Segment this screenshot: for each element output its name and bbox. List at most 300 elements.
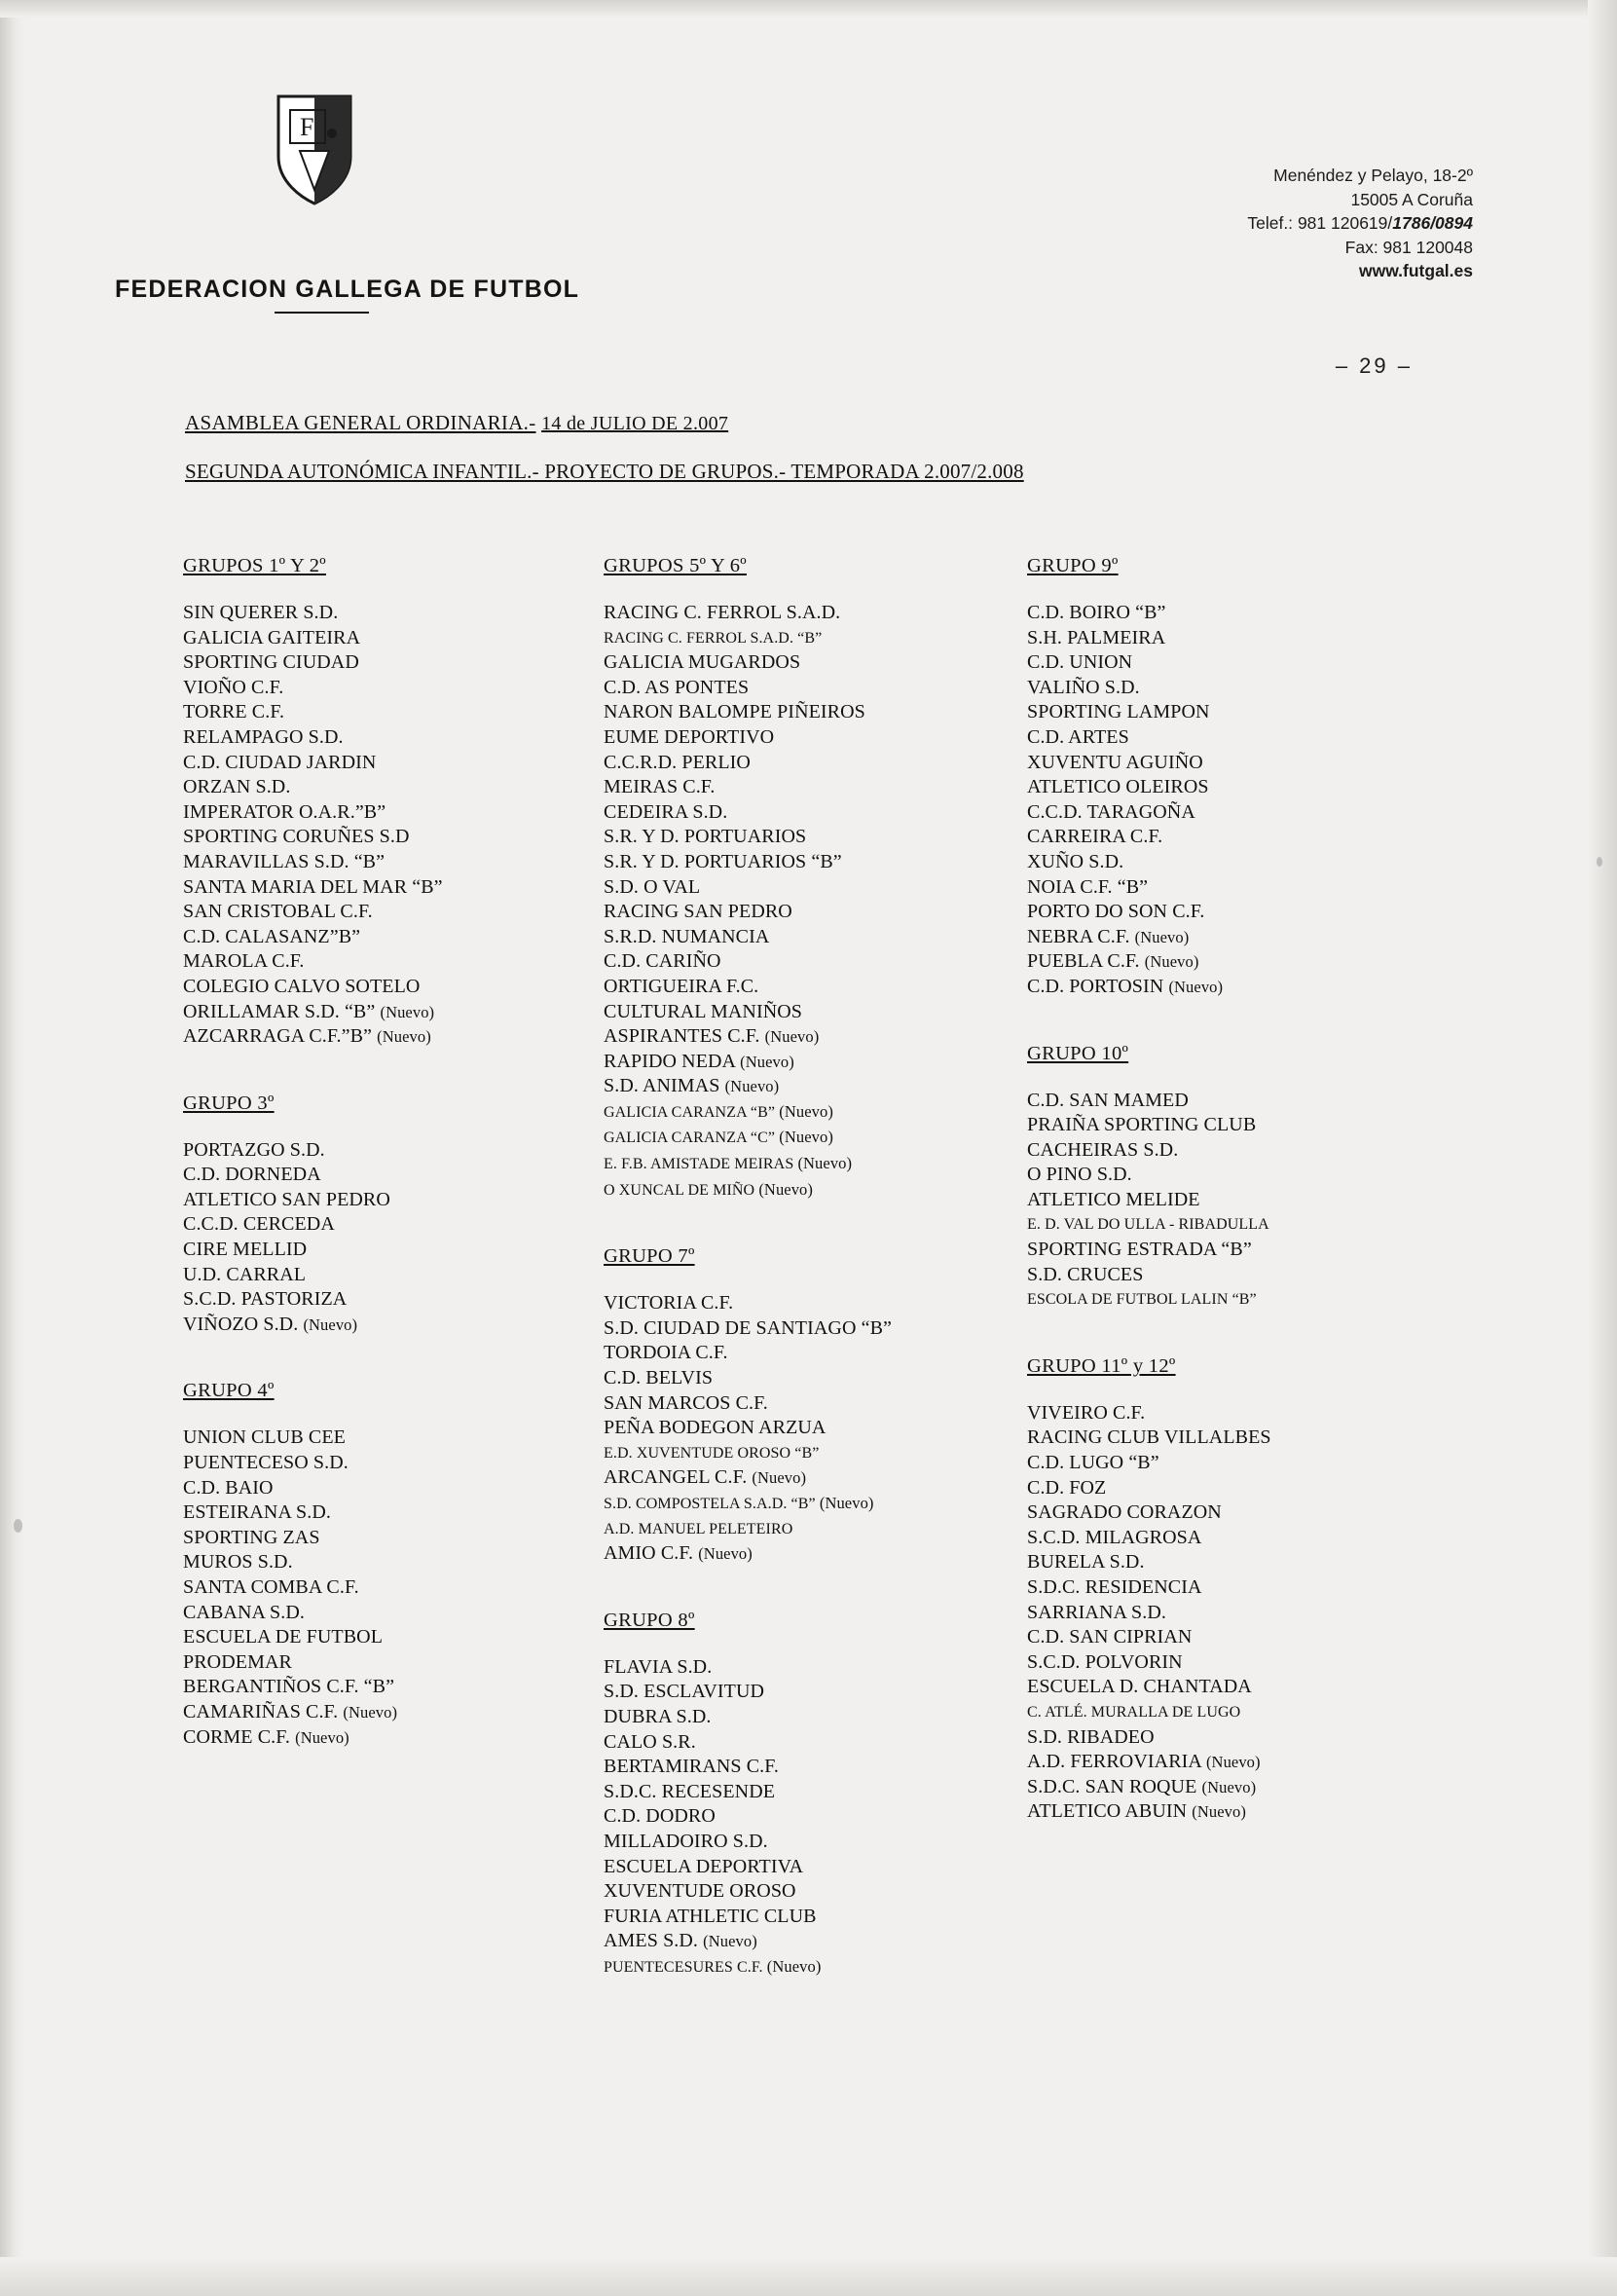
team-name: RACING C. FERROL S.A.D. “B” [604, 629, 823, 647]
team-name: S.C.D. PASTORIZA [183, 1288, 348, 1311]
team-list-item [183, 1313, 485, 1338]
team-list-item [183, 1451, 485, 1476]
team-name: COLEGIO CALVO SOTELO [183, 975, 421, 997]
team-name: C.D. BAIO [183, 1476, 274, 1499]
team-name: C.C.R.D. PERLIO [604, 751, 751, 773]
team-list-item [604, 1879, 935, 1905]
group-title: GRUPO 11º y 12º [1027, 1354, 1176, 1377]
team-name: DUBRA S.D. [604, 1705, 712, 1727]
team-name: PUEBLA C.F. [1027, 950, 1140, 973]
team-list-item [183, 1238, 485, 1263]
team-list-item [183, 775, 485, 800]
group-block [183, 1380, 485, 1750]
team-name: SPORTING ZAS [183, 1526, 320, 1548]
group-block [1027, 555, 1378, 1000]
website-link[interactable]: www.futgal.es [1358, 261, 1473, 280]
group-title: GRUPO 10º [1027, 1042, 1129, 1064]
team-list-item [604, 725, 935, 751]
team-name: MILLADOIRO S.D. [604, 1830, 768, 1852]
group-title: GRUPO 8º [604, 1609, 695, 1631]
team-list-item [604, 751, 935, 776]
team-name: ORTIGUEIRA F.C. [604, 975, 759, 997]
team-list-item [604, 676, 935, 701]
team-name: S.R. Y D. PORTUARIOS “B” [604, 850, 842, 872]
team-list-item [183, 751, 485, 776]
team-list-item [183, 676, 485, 701]
team-list-item [1027, 1401, 1378, 1426]
team-name: CIRE MELLID [183, 1239, 308, 1261]
team-list-item [604, 1316, 935, 1342]
team-list-item [1027, 650, 1378, 676]
team-list-item [1027, 1750, 1378, 1775]
team-list-item [604, 601, 935, 626]
team-list-item [604, 700, 935, 725]
team-list-item [604, 825, 935, 850]
team-name: GALICIA MUGARDOS [604, 651, 801, 674]
team-list-item [604, 1024, 935, 1050]
team-list-item [1027, 676, 1378, 701]
team-name: PUENTECESO S.D. [183, 1452, 349, 1474]
team-list-item [183, 800, 485, 826]
team-list-item [1027, 700, 1378, 725]
team-list-item [1027, 725, 1378, 751]
team-list-item [183, 850, 485, 875]
team-name: C.D. ARTES [1027, 725, 1129, 748]
team-name: E. F.B. AMISTADE MEIRAS [604, 1156, 794, 1173]
team-name: CEDEIRA S.D. [604, 800, 728, 823]
team-list-item [1027, 825, 1378, 850]
team-name: S.H. PALMEIRA [1027, 626, 1166, 648]
team-name: PRAIÑA SPORTING CLUB [1027, 1114, 1257, 1136]
team-name: C.D. BOIRO “B” [1027, 602, 1166, 623]
team-name: BERTAMIRANS C.F. [604, 1756, 780, 1778]
team-name: MAROLA C.F. [183, 950, 305, 973]
team-list-item [604, 1151, 935, 1177]
document-subtitle: SEGUNDA AUTONÓMICA INFANTIL.- PROYECTO DE GRUPOS.- TEMPORADA 2.007/2.008 [185, 460, 1024, 483]
team-list-item [183, 975, 485, 1000]
team-name: TORRE C.F. [183, 701, 285, 723]
team-list-item [604, 650, 935, 676]
team-list-item [183, 626, 485, 651]
team-list-item [1027, 775, 1378, 800]
team-name: MUROS S.D. [183, 1551, 293, 1574]
team-name: PRODEMAR [183, 1650, 292, 1673]
team-list-item [1027, 900, 1378, 925]
team-name: FURIA ATHLETIC CLUB [604, 1905, 817, 1927]
team-name: CARREIRA C.F. [1027, 826, 1163, 848]
team-list-item [1027, 601, 1378, 626]
team-name: GALICIA CARANZA “B” [604, 1103, 776, 1121]
team-name: ARCANGEL C.F. [604, 1466, 748, 1489]
team-name: C.D. DODRO [604, 1805, 716, 1828]
team-list-item [1027, 1526, 1378, 1551]
team-name: SPORTING CIUDAD [183, 651, 359, 674]
group-title: GRUPO 4º [183, 1380, 275, 1402]
address-line-2: 15005 A Coruña [1350, 189, 1473, 209]
team-name: AMES S.D. [604, 1930, 699, 1952]
team-name: C.D. SAN CIPRIAN [1027, 1626, 1193, 1648]
team-status-note: (Nuevo) [752, 1468, 807, 1488]
team-list-item [604, 1465, 935, 1491]
team-list-item [1027, 925, 1378, 950]
scan-edge-left [0, 0, 25, 2296]
team-list-item [604, 800, 935, 826]
phone-number-extra: 1786/0894 [1392, 213, 1473, 233]
team-list-item [604, 1517, 935, 1542]
team-list-item [1027, 850, 1378, 875]
team-list [1027, 601, 1378, 1000]
team-status-note: (Nuevo) [1168, 977, 1224, 996]
team-list-item [183, 949, 485, 975]
team-list-item [604, 1391, 935, 1417]
team-name: ESCOLA DE FUTBOL LALIN “B” [1027, 1291, 1257, 1309]
team-list-item [183, 1476, 485, 1501]
federation-crest-icon [271, 93, 358, 207]
team-name: SANTA MARIA DEL MAR “B” [183, 875, 443, 898]
team-name: ASPIRANTES C.F. [604, 1025, 760, 1048]
group-title: GRUPO 7º [604, 1245, 695, 1268]
group-block [1027, 1355, 1378, 1825]
team-list [183, 1426, 485, 1750]
group-block [604, 1610, 935, 1981]
team-list-item [604, 900, 935, 925]
team-name: C.D. CARIÑO [604, 950, 721, 973]
team-list-item [1027, 1287, 1378, 1313]
team-list-item [183, 1287, 485, 1313]
team-name: C.D. LUGO “B” [1027, 1452, 1159, 1474]
team-name: C.D. DORNEDA [183, 1164, 321, 1186]
team-name: S.C.D. POLVORIN [1027, 1650, 1183, 1673]
team-status-note: (Nuevo) [758, 1179, 814, 1199]
team-list-item [1027, 626, 1378, 651]
team-name: SIN QUERER S.D. [183, 602, 339, 623]
team-list [1027, 1401, 1378, 1825]
team-name: C.C.D. CERCEDA [183, 1213, 335, 1236]
team-list-item [1027, 1113, 1378, 1138]
team-name: NEBRA C.F. [1027, 925, 1130, 947]
team-name: U.D. CARRAL [183, 1263, 307, 1285]
team-list-item [183, 1675, 485, 1700]
contact-block [1247, 164, 1473, 283]
team-status-note: (Nuevo) [1144, 952, 1199, 972]
team-status-note: (Nuevo) [740, 1052, 794, 1071]
team-list-item [604, 1705, 935, 1730]
team-name: ORILLAMAR S.D. “B” [183, 1000, 376, 1022]
team-name: GALICIA CARANZA “C” [604, 1129, 776, 1147]
team-status-note: (Nuevo) [1205, 1753, 1261, 1772]
team-list-item [1027, 1238, 1378, 1263]
team-name: RACING C. FERROL S.A.D. [604, 602, 841, 623]
team-name: SANTA COMBA C.F. [183, 1576, 359, 1598]
group-title: GRUPOS 5º Y 6º [604, 555, 747, 576]
page-number: – 29 – [1335, 353, 1413, 378]
team-name: C.D. BELVIS [604, 1367, 714, 1389]
team-list-item [183, 1024, 485, 1050]
team-list-item [604, 949, 935, 975]
scan-edge-right [1588, 0, 1617, 2296]
team-list-item [604, 1680, 935, 1705]
team-list-item [604, 1929, 935, 1954]
team-list-item [183, 925, 485, 950]
team-list-item [183, 875, 485, 901]
team-name: S.D. ANIMAS [604, 1075, 720, 1097]
team-list-item [1027, 1601, 1378, 1626]
team-list-item [1027, 1138, 1378, 1164]
group-block [183, 1092, 485, 1338]
team-name: NOIA C.F. “B” [1027, 875, 1149, 898]
team-list-item [183, 1526, 485, 1551]
team-list-item [183, 900, 485, 925]
team-list-item [604, 875, 935, 901]
team-list-item [604, 1755, 935, 1780]
team-name: RAPIDO NEDA [604, 1050, 735, 1072]
team-list-item [1027, 949, 1378, 975]
team-list-item [604, 1441, 935, 1466]
team-list-item [604, 1099, 935, 1126]
team-list [183, 1138, 485, 1338]
team-list-item [183, 1138, 485, 1164]
team-list-item [1027, 1089, 1378, 1114]
team-name: IMPERATOR O.A.R.”B” [183, 800, 386, 823]
team-name: CACHEIRAS S.D. [1027, 1138, 1179, 1161]
team-name: XUÑO S.D. [1027, 850, 1124, 872]
team-list [183, 601, 485, 1050]
team-list-item [183, 1550, 485, 1575]
team-list-item [1027, 1725, 1378, 1751]
team-status-note: (Nuevo) [797, 1154, 853, 1173]
team-name: S.D. O VAL [604, 875, 701, 898]
team-name: BURELA S.D. [1027, 1551, 1145, 1574]
team-list-item [183, 1601, 485, 1626]
team-name: VICTORIA C.F. [604, 1292, 734, 1315]
team-name: EUME DEPORTIVO [604, 725, 775, 748]
team-name: SAN MARCOS C.F. [604, 1391, 768, 1414]
team-list-item [183, 1725, 485, 1751]
team-list-item [183, 650, 485, 676]
team-status-note: (Nuevo) [380, 1002, 435, 1021]
team-name: UNION CLUB CEE [183, 1426, 346, 1449]
team-list-item [1027, 1500, 1378, 1526]
team-list-item [1027, 1426, 1378, 1451]
team-name: S.D. CRUCES [1027, 1263, 1144, 1285]
team-list-item [1027, 1212, 1378, 1238]
team-status-note: (Nuevo) [1201, 1777, 1257, 1796]
team-name: ESCUELA DEPORTIVA [604, 1855, 804, 1877]
team-list-item [604, 1804, 935, 1830]
team-list-item [604, 1000, 935, 1025]
team-name: A.D. MANUEL PELETEIRO [604, 1520, 793, 1537]
assembly-date: 14 de JULIO DE 2.007 [541, 413, 729, 434]
team-list-item [604, 1125, 935, 1151]
team-list-item [1027, 1163, 1378, 1188]
team-name: MARAVILLAS S.D. “B” [183, 850, 386, 872]
team-name: ESCUELA DE FUTBOL [183, 1626, 384, 1648]
team-name: AMIO C.F. [604, 1542, 694, 1565]
team-name: S.D.C. RESIDENCIA [1027, 1576, 1202, 1598]
team-name: S.R. Y D. PORTUARIOS [604, 826, 807, 848]
team-list [1027, 1089, 1378, 1313]
team-status-note: (Nuevo) [1134, 927, 1190, 946]
team-list-item [604, 1074, 935, 1099]
team-list-item [1027, 1451, 1378, 1476]
team-name: SPORTING ESTRADA “B” [1027, 1239, 1252, 1261]
team-name: S.D.C. SAN ROQUE [1027, 1775, 1197, 1797]
team-status-note: (Nuevo) [698, 1544, 753, 1564]
scan-speck [14, 1519, 22, 1533]
phone-label: Telef.: [1247, 213, 1294, 233]
team-list [604, 1291, 935, 1567]
team-list-item [183, 1575, 485, 1601]
scan-edge-bottom [0, 2257, 1617, 2296]
group-title: GRUPO 3º [183, 1092, 275, 1114]
team-name: CORME C.F. [183, 1725, 290, 1748]
team-list-item [1027, 1675, 1378, 1700]
team-list-item [183, 1000, 485, 1025]
team-list-item [604, 1830, 935, 1855]
group-block [183, 555, 485, 1050]
team-list-item [1027, 1799, 1378, 1825]
team-list-item [604, 1905, 935, 1930]
team-name: BERGANTIÑOS C.F. “B” [183, 1676, 395, 1698]
team-list-item [1027, 1476, 1378, 1501]
team-list-item [183, 1700, 485, 1725]
team-status-note: (Nuevo) [377, 1027, 431, 1047]
svg-text:F: F [300, 113, 314, 141]
team-name: CALO S.R. [604, 1730, 696, 1753]
team-status-note: (Nuevo) [343, 1702, 398, 1722]
assembly-label: ASAMBLEA GENERAL ORDINARIA.- [185, 411, 536, 434]
federation-name-underline [275, 312, 369, 314]
team-name: XUVENTUDE OROSO [604, 1880, 796, 1903]
group-title: GRUPO 9º [1027, 555, 1119, 576]
team-list-item [183, 1188, 485, 1213]
fax-line: Fax: 981 120048 [1344, 237, 1473, 257]
scan-speck [1597, 857, 1602, 867]
team-list-item [604, 1366, 935, 1391]
team-list-item [604, 1780, 935, 1805]
team-name: TORDOIA C.F. [604, 1342, 728, 1364]
team-name: AZCARRAGA C.F.”B” [183, 1025, 373, 1048]
team-name: MEIRAS C.F. [604, 776, 716, 798]
team-list-item [1027, 1550, 1378, 1575]
address-line-1: Menéndez y Pelayo, 18-2º [1273, 166, 1473, 185]
team-status-note: (Nuevo) [295, 1727, 349, 1747]
team-name: ATLETICO ABUIN [1027, 1800, 1188, 1823]
team-name: RELAMPAGO S.D. [183, 725, 344, 748]
team-list [604, 601, 935, 1203]
team-status-note: (Nuevo) [764, 1027, 820, 1047]
team-list-item [604, 626, 935, 651]
team-list-item [604, 1416, 935, 1441]
team-list-item [183, 1500, 485, 1526]
team-name: E.D. XUVENTUDE OROSO “B” [604, 1444, 820, 1462]
team-list-item [1027, 1263, 1378, 1288]
team-status-note: (Nuevo) [779, 1128, 833, 1147]
team-name: PUENTECESURES C.F. [604, 1958, 763, 1976]
team-list-item [604, 1954, 935, 1981]
team-status-note: (Nuevo) [724, 1077, 780, 1096]
team-name: GALICIA GAITEIRA [183, 626, 361, 648]
team-name: PEÑA BODEGON ARZUA [604, 1417, 827, 1439]
team-list-item [1027, 1188, 1378, 1213]
group-block [604, 555, 935, 1203]
team-name: SPORTING CORUÑES S.D [183, 826, 410, 848]
group-title: GRUPOS 1º Y 2º [183, 555, 326, 576]
team-list-item [604, 1341, 935, 1366]
column-1 [183, 555, 485, 1750]
team-list-item [1027, 1575, 1378, 1601]
team-list-item [1027, 1625, 1378, 1650]
team-name: C.D. CALASANZ”B” [183, 925, 361, 947]
team-list-item [604, 975, 935, 1000]
team-list-item [604, 1730, 935, 1756]
team-list-item [604, 1050, 935, 1075]
team-list-item [604, 1291, 935, 1316]
team-list-item [183, 825, 485, 850]
team-name: C.D. AS PONTES [604, 676, 750, 698]
team-name: ATLETICO MELIDE [1027, 1188, 1200, 1210]
team-list-item [1027, 1775, 1378, 1800]
team-name: E. D. VAL DO ULLA - RIBADULLA [1027, 1216, 1269, 1234]
team-name: VIÑOZO S.D. [183, 1313, 299, 1335]
team-list-item [183, 700, 485, 725]
team-name: CAMARIÑAS C.F. [183, 1700, 339, 1722]
team-name: S.R.D. NUMANCIA [604, 925, 770, 947]
phone-line [1247, 211, 1473, 236]
team-list-item [183, 1625, 485, 1650]
assembly-heading [185, 411, 728, 435]
team-status-note: (Nuevo) [779, 1101, 833, 1121]
group-block [604, 1245, 935, 1567]
team-name: PORTO DO SON C.F. [1027, 901, 1205, 923]
team-list-item [604, 1541, 935, 1567]
scan-edge-top [0, 0, 1617, 18]
team-name: SAN CRISTOBAL C.F. [183, 901, 373, 923]
team-name: C.D. SAN MAMED [1027, 1089, 1189, 1111]
federation-name: FEDERACION GALLEGA DE FUTBOL [115, 276, 580, 303]
team-list-item [183, 601, 485, 626]
team-list-item [604, 925, 935, 950]
team-list-item [183, 725, 485, 751]
team-name: C.D. UNION [1027, 651, 1133, 674]
column-2 [604, 555, 935, 1981]
team-list-item [183, 1163, 485, 1188]
team-name: NARON BALOMPE PIÑEIROS [604, 701, 865, 723]
team-name: VALIÑO S.D. [1027, 676, 1140, 698]
team-name: ATLETICO OLEIROS [1027, 776, 1209, 798]
team-name: ORZAN S.D. [183, 776, 291, 798]
team-list-item [604, 850, 935, 875]
team-status-note: (Nuevo) [766, 1956, 822, 1976]
team-name: C.D. PORTOSIN [1027, 975, 1164, 997]
team-status-note: (Nuevo) [819, 1494, 874, 1512]
team-name: ESCUELA D. CHANTADA [1027, 1676, 1252, 1698]
group-block [1027, 1043, 1378, 1313]
team-name: CABANA S.D. [183, 1601, 306, 1623]
team-list [604, 1655, 935, 1981]
team-list-item [1027, 1700, 1378, 1725]
team-list-item [1027, 875, 1378, 901]
team-name: FLAVIA S.D. [604, 1655, 713, 1678]
team-name: C.D. CIUDAD JARDIN [183, 751, 377, 773]
team-name: CULTURAL MANIÑOS [604, 1000, 803, 1022]
phone-number: 981 120619/ [1297, 213, 1393, 233]
team-name: S.D. COMPOSTELA S.A.D. “B” [604, 1496, 816, 1512]
team-status-note: (Nuevo) [1192, 1802, 1246, 1822]
team-name: O XUNCAL DE MIÑO [604, 1181, 755, 1199]
team-list-item [1027, 1650, 1378, 1676]
team-name: C.D. FOZ [1027, 1476, 1107, 1499]
